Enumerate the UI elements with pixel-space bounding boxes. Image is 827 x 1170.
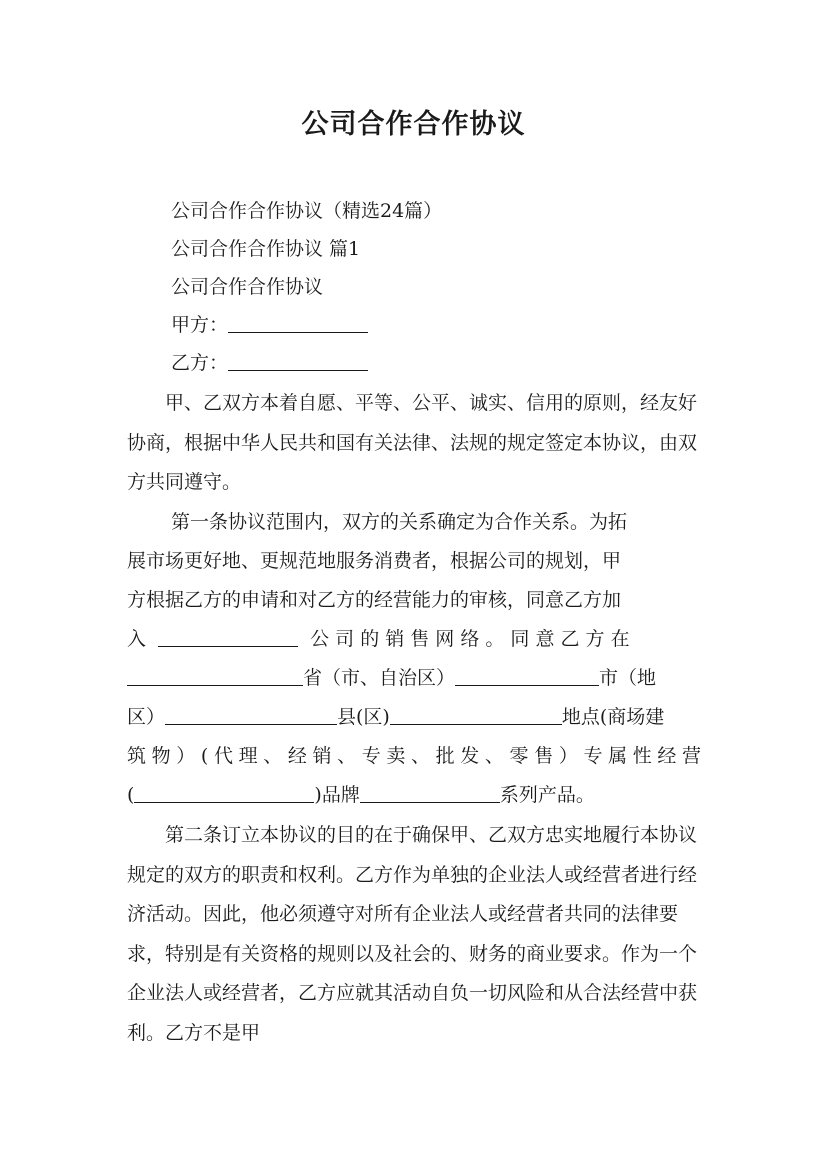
article-1-network-text: 公 司 的 销 售 网 络 。 同 意 乙 方 在 (310, 628, 630, 650)
district-blank[interactable] (165, 702, 337, 725)
city-label: 市（地 (599, 667, 657, 689)
document-subtitle: 公司合作合作协议（精选24篇） (171, 200, 443, 222)
agreement-name: 公司合作合作协议 (171, 276, 324, 298)
article-1-line-5 (127, 659, 701, 697)
article-1-line-3: 方根据乙方的申请和对乙方的经营能力的审核，同意乙方加 (127, 589, 622, 611)
intro-paragraph (127, 384, 701, 503)
brand-blank[interactable] (360, 780, 500, 803)
location-label: 地点(商场建 (561, 706, 665, 728)
party-b-line (171, 344, 701, 382)
province-blank[interactable] (127, 663, 303, 686)
article-1-line-4 (127, 620, 701, 658)
province-label: 省（市、自治区） (303, 667, 456, 689)
company-name-blank[interactable] (158, 624, 298, 647)
district-label: 区） (127, 706, 166, 728)
article-1-join-label: 入 (127, 628, 147, 650)
article-2-paragraph (127, 816, 701, 1053)
article-1-line-1: 第一条协议范围内，双方的关系确定为合作关系。为拓 (171, 511, 628, 533)
article-1-line-7: 筑物）(代理、经销、专卖、批发、零售）专属性经营 (127, 745, 701, 767)
article-1-line-8 (127, 776, 701, 814)
open-paren: ( (127, 784, 135, 806)
party-a-line (171, 306, 701, 344)
category-blank[interactable] (134, 780, 314, 803)
party-b-label: 乙方： (171, 352, 229, 374)
series-label: 系列产品。 (499, 784, 595, 806)
county-label: 县(区) (337, 706, 390, 728)
party-a-blank[interactable] (228, 310, 368, 333)
county-blank[interactable] (390, 702, 562, 725)
brand-label: )品牌 (314, 784, 360, 806)
section-heading: 公司合作合作协议 篇1 (171, 238, 361, 260)
article-1-line-2: 展市场更好地、更规范地服务消费者，根据公司的规划，甲 (127, 550, 622, 572)
party-b-blank[interactable] (228, 348, 368, 371)
article-1-line-6 (127, 698, 701, 736)
intro-text: 甲、乙双方本着自愿、平等、公平、诚实、信用的原则，经友好协商，根据中华人民共和国有关法律、法规的规定签定本协议，由双方共同遵守。 (127, 392, 698, 493)
party-a-label: 甲方： (171, 314, 229, 336)
city-blank[interactable] (455, 663, 599, 686)
article-2-text: 第二条订立本协议的目的在于确保甲、乙双方忠实地履行本协议规定的双方的职责和权利。乙方作为单独的企业法人或经营者进行经济活动。因此，他必须遵守对所有企业法人或经营者共同的法律要求，特别是有关资格的规则以及社会的、财务的商业要求。作为一个企业法人或经营者，乙方应就其活动自负一切风险和从合法经营中获利。乙方不是甲 (127, 824, 698, 1044)
document-title: 公司合作合作协议 (301, 109, 526, 140)
